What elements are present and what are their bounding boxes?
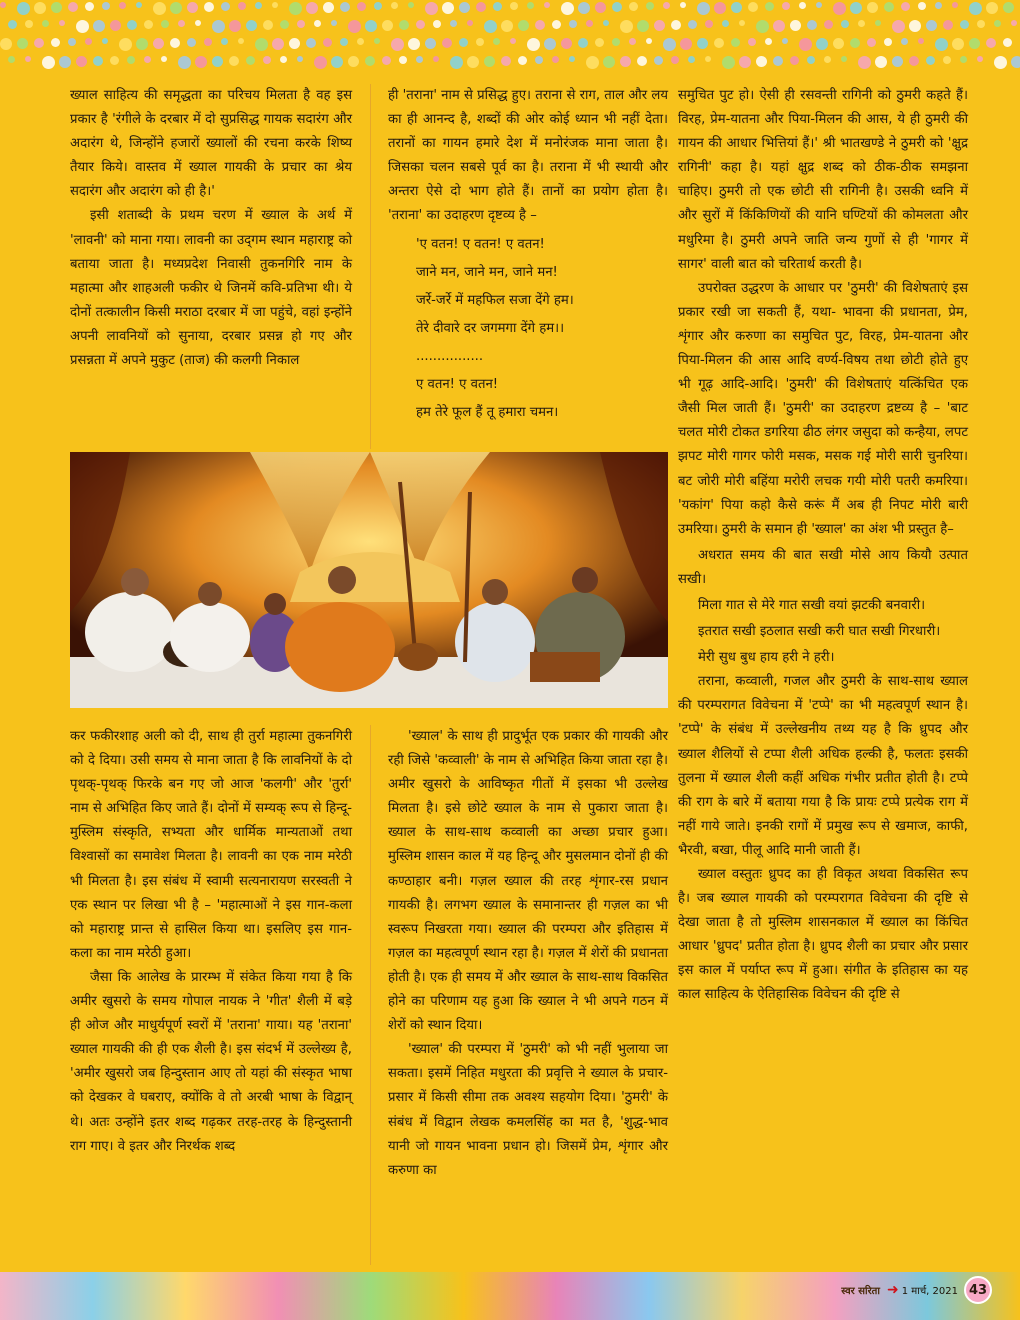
paragraph: जैसा कि आलेख के प्रारम्भ में संकेत किया गया है कि अमीर खुसरो के समय गोपाल नायक ने 'गीत' शैली में बड़े ही ओज और माधुर्यपूर्ण स्वरों में 'तराना' गाया। यह 'तराना' ख्याल गायकी की ही एक शैली है। इस संदर्भ में उल्लेख्य है, 'अमीर खुसरो जब हिन्दुस्तान आए तो यहां की संस्कृत भाषा को देखकर वे घबराए, क्योंकि वे तो अरबी भाषा के विद्वान् थे। अतः उन्होंने इतर शब्द गढ़कर तरह-तरह के हिन्दुस्तानी राग गाए। वे इतर और निरर्थक शब्द <box>70 969 352 1154</box>
decoration-dot <box>969 2 982 15</box>
decoration-dot <box>195 56 207 68</box>
decoration-dot <box>382 56 391 65</box>
decoration-dot <box>960 20 969 29</box>
decoration-dot <box>357 38 364 45</box>
column-1-bottom <box>70 725 352 1159</box>
decoration-dot <box>0 38 12 50</box>
decoration-dot <box>255 2 262 9</box>
decoration-dot <box>357 2 366 11</box>
decoration-dot <box>280 56 287 63</box>
decoration-dot <box>1011 56 1020 68</box>
decoration-dot <box>68 38 76 46</box>
decoration-dot <box>892 56 903 67</box>
column-3 <box>678 84 968 1008</box>
decoration-dot <box>552 20 561 29</box>
decoration-dot <box>450 56 463 69</box>
decoration-dot <box>986 38 996 48</box>
verse-line: इतरात सखी इठलात सखी करी घात सखी गिरधारी। <box>698 624 941 640</box>
decoration-dot <box>612 38 620 46</box>
decoration-dot <box>246 20 257 31</box>
decoration-dot <box>272 38 284 50</box>
page-footer <box>841 1276 992 1304</box>
decoration-dot <box>518 20 529 31</box>
decoration-dot <box>824 56 831 63</box>
decoration-dot <box>986 2 998 14</box>
decoration-dot <box>374 2 382 10</box>
decoration-dot <box>765 2 774 11</box>
decoration-dot <box>399 56 407 64</box>
decoration-dot <box>790 20 801 31</box>
decoration-dot <box>510 38 516 44</box>
decoration-dot <box>306 38 316 48</box>
verse-line: जर्रे-जर्रे में महफिल सजा देंगे हम। <box>416 292 574 308</box>
decoration-dot <box>314 20 321 27</box>
decoration-dot <box>705 56 711 62</box>
decoration-dot <box>170 2 182 14</box>
decoration-dot <box>858 20 865 27</box>
decoration-dot <box>688 20 697 29</box>
paragraph: तराना, कव्वाली, गजल और ठुमरी के साथ-साथ ख्याल की परम्परागत विवेचना में 'टप्पे' का भी महत्वपूर्ण स्थान है। 'टप्पे' के संबंध में उल्लेखनीय तथ्य यह है कि ध्रुपद और ख्याल शैलियों से टप्पा शैली अधिक हल्की है, फलतः इसकी तुलना में ख्याल शैली कहीं अधिक गंभीर प्रतीत होती है। टप्पे की राग के बारे में बताया गया है कि प्रायः टप्पे प्रत्येक राग में नहीं गाये जाते। इनकी रागों में प्रमुख रूप से खमाज, काफी, भैरवी, बखा, पीलू आदि मानी जाती हैं। <box>678 674 968 858</box>
decoration-dot <box>773 56 783 66</box>
decoration-dot <box>314 56 327 69</box>
verse-line: हम तेरे फूल हैं तू हमारा चमन। <box>416 405 559 421</box>
decoration-dot <box>637 20 649 32</box>
decoration-dot <box>229 20 241 32</box>
decoration-dot <box>331 56 343 68</box>
decoration-dot <box>476 38 484 46</box>
decoration-dot <box>187 2 198 13</box>
decoration-dot <box>875 20 881 26</box>
decoration-dot <box>603 56 615 68</box>
decoration-dot <box>263 56 271 64</box>
decoration-dot <box>544 38 556 50</box>
decoration-dot <box>340 2 350 12</box>
decoration-dot <box>153 2 166 15</box>
decoration-dot <box>816 2 822 8</box>
verse-line: मेरी सुध बुध हाय हरी ने हरी। <box>698 650 835 666</box>
decoration-dot <box>680 38 692 50</box>
decoration-dot <box>161 56 167 62</box>
decoration-dot <box>612 2 622 12</box>
decoration-dot <box>1003 38 1012 47</box>
decoration-dot <box>374 38 380 44</box>
decoration-dot <box>943 20 953 30</box>
decoration-dot <box>289 2 302 15</box>
decoration-dot <box>280 20 289 29</box>
decoration-dot <box>756 56 767 67</box>
paragraph: ख्याल वस्तुतः ध्रुपद का ही विकृत अथवा विकसित रूप है। जब ख्याल गायकी को परम्परागत विवेचना की दृष्टि से देखा जाता है तो मुस्लिम शासनकाल में ख्याल का किंचित आधार 'ध्रुपद' प्रतीत होता है। ध्रुपद शैली का प्रचार और प्रसार इस काल में पर्याप्त रूप में हुआ। संगीत के इतिहास का यह काल साहित्य के ऐतिहासिक विवेचन की दृष्टि से <box>678 867 968 1003</box>
decoration-dot <box>629 38 636 45</box>
decoration-dot <box>170 38 180 48</box>
decoration-dot <box>833 38 844 49</box>
decoration-dot <box>892 20 905 33</box>
decoration-dot <box>42 20 49 27</box>
decoration-dot <box>561 2 574 15</box>
column-divider <box>370 725 371 1265</box>
decoration-dot <box>875 56 887 68</box>
decoration-dot <box>994 56 1007 69</box>
verse-line: ए वतन! ए वतन! <box>416 377 499 393</box>
decoration-dot <box>425 2 438 15</box>
decoration-dot <box>467 56 479 68</box>
decoration-dot <box>102 38 108 44</box>
decoration-dot <box>731 38 740 47</box>
decoration-dot <box>229 56 239 66</box>
decoration-dot <box>238 2 246 10</box>
paragraph: उपरोक्त उद्धरण के आधार पर 'ठुमरी' की विशेषताएं इस प्रकार रखी जा सकती हैं, यथा- भावना की प्रधानता, प्रेम, शृंगार और करुणा का समुचित पुट, विरह, प्रेम-यातना और पिया-मिलन की आस आदि वर्ण्य-विषय तथा छोटी होते हुए भी गूढ़ आदि-आदि। 'ठुमरी' की विशेषताएं यत्किंचित एक जैसी मिल जाती हैं। 'ठुमरी' का उदाहरण द्रष्टव्य है – 'बाट चलत मोरी टोकत डगरिया ढीठ लंगर जसुदा को कन्हैया, लपट झपट मोरी गागर फोरी मसक, मसक गई मोरी सारी चुनरिया। बट जोरी मोरी बहिंया मरोरी लचक गयी मोरी पतरी कमरिया। 'यकांग' पिया कहो कैसे करूं मैं अब ही निपट मोरी बारी उमरिया। ठुमरी के समान ही 'ख्याल' का अंश भी प्रस्तुत है– <box>678 280 968 537</box>
decoration-dot <box>697 38 708 49</box>
decoration-dot <box>255 38 268 51</box>
decoration-dot <box>569 20 577 28</box>
decoration-dot <box>0 2 6 8</box>
decoration-dot <box>994 20 1001 27</box>
decoration-dot <box>578 38 588 48</box>
decoration-dot <box>459 2 470 13</box>
decoration-dot <box>501 56 511 66</box>
decoration-dot <box>484 20 497 33</box>
decoration-dot <box>178 56 191 69</box>
decoration-dot <box>748 2 758 12</box>
decoration-dot <box>884 38 892 46</box>
decoration-dot <box>739 20 745 26</box>
decoration-dot <box>144 56 151 63</box>
decoration-dot <box>688 56 695 63</box>
decoration-dot <box>969 38 980 49</box>
decoration-dot <box>578 2 590 14</box>
decoration-dot <box>918 38 924 44</box>
decoration-dot <box>442 2 454 14</box>
decoration-dot <box>646 38 652 44</box>
decoration-dot <box>289 38 300 49</box>
decoration-dot <box>977 20 985 28</box>
decoration-dot <box>926 56 935 65</box>
decoration-dot <box>297 20 305 28</box>
decoration-dot <box>365 20 377 32</box>
decoration-dot <box>918 2 926 10</box>
decoration-dot <box>595 2 606 13</box>
decoration-dot <box>119 38 132 51</box>
decoration-dot <box>552 56 559 63</box>
verse-line: जाने मन, जाने मन, जाने मन! <box>416 264 558 280</box>
decoration-dot <box>178 20 185 27</box>
issue-date: 1 मार्च, 2021 <box>901 1286 958 1297</box>
decoration-dot <box>221 38 228 45</box>
decoration-dot <box>433 20 441 28</box>
decoration-dot <box>620 20 633 33</box>
decoration-dot <box>76 56 87 67</box>
decoration-dot <box>382 20 393 31</box>
decoration-dot <box>807 56 815 64</box>
decoration-dot <box>782 2 790 10</box>
decoration-dot <box>408 2 414 8</box>
decoration-dot <box>25 20 33 28</box>
decoration-dot <box>867 38 876 47</box>
decoration-dot <box>221 2 230 11</box>
decoration-dot <box>306 2 318 14</box>
decoration-dot <box>926 20 937 31</box>
decoration-dot <box>93 56 103 66</box>
decoration-dot <box>901 2 910 11</box>
decoration-dot <box>977 56 983 62</box>
decoration-dot <box>34 2 46 14</box>
decoration-dot <box>297 56 303 62</box>
decoration-dot <box>127 20 137 30</box>
decoration-dot <box>433 56 439 62</box>
decoration-dot <box>144 20 153 29</box>
decoration-dot <box>204 2 214 12</box>
paragraph: 'ख्याल' के साथ ही प्रादुर्भूत एक प्रकार की गायकी और रही जिसे 'कव्वाली' के नाम से अभिहित किया जाता रहा है। अमीर खुसरो के आविष्कृत गीतों में इसका भी उल्लेख मिलता है। इसे छोटे ख्याल के नाम से पुकारा जाता है। ख्याल के साथ-साथ कव्वाली का अच्छा प्रचार हुआ। मुस्लिम शासन काल में यह हिन्दू और मुसलमान दोनों ही की कण्ठाहार बनी। गज़ल ख्याल की तरह शृंगार-रस प्रधान गायकी है। लगभग ख्याल के समानान्तर ही गज़ल का भी स्वरूप निखरता गया। ख्याल की परम्परा और इतिहास में गज़ल का महत्वपूर्ण स्थान रहा है। गज़ल में शेरों की प्रधानता होती है। एक ही समय में और ख्याल के साथ-साथ विकसित होने का परिणाम यह हुआ कि ख्याल ने भी अपने गठन में शेरों को स्थान दिया। <box>388 729 668 1034</box>
column-2-top <box>388 84 668 425</box>
paragraph: इसी शताब्दी के प्रथम चरण में ख्याल के अर्थ में 'लावनी' को माना गया। लावनी का उद्‌गम स्थान महाराष्ट्र को बताया जाता है। मध्यप्रदेश निवासी तुकनगिरि नाम के महात्मा और शाहअली फकीर थे जिनमें कवि-प्रतिभा थी। ये दोनों तत्कालीन किसी मराठा दरबार में जा पहुंचे, वहां इन्होंने अपनी लावनियों को सुनाया, दरबार प्रसन्न हो गए और प्रसन्नता में अपने मुकुट (ताज) की कलगी निकाल <box>70 208 352 369</box>
decoration-dot <box>952 38 964 50</box>
decoration-dot <box>850 38 860 48</box>
decoration-dot <box>705 20 713 28</box>
column-divider <box>370 84 371 449</box>
decoration-dot <box>663 38 676 51</box>
decoration-dot <box>807 20 817 30</box>
verse-line: मिला गात से मेरे गात सखी वयां झटकी बनवारी। <box>698 597 926 613</box>
decoration-dot <box>416 20 425 29</box>
decoration-dot <box>391 2 398 9</box>
decoration-dot <box>408 38 420 50</box>
decoration-dot <box>756 20 769 33</box>
decoration-dot <box>85 38 92 45</box>
decoration-dot <box>535 56 543 64</box>
decoration-dot <box>450 20 457 27</box>
decoration-dot <box>51 38 60 47</box>
top-decoration <box>0 0 1020 82</box>
decoration-dot <box>773 20 785 32</box>
decoration-dot <box>799 38 812 51</box>
decoration-dot <box>603 20 609 26</box>
decoration-dot <box>348 56 359 67</box>
decoration-dot <box>68 2 78 12</box>
decoration-dot <box>476 2 486 12</box>
decoration-dot <box>110 56 119 65</box>
decoration-dot <box>153 38 164 49</box>
decoration-dot <box>212 56 223 67</box>
decoration-dot <box>595 38 604 47</box>
decoration-dot <box>722 56 735 69</box>
decoration-dot <box>187 38 196 47</box>
decoration-dot <box>493 38 500 45</box>
decoration-dot <box>646 2 654 10</box>
decoration-dot <box>161 20 169 28</box>
decoration-dot <box>272 2 278 8</box>
decoration-dot <box>119 2 126 9</box>
decoration-dot <box>246 56 255 65</box>
decoration-dot <box>127 56 135 64</box>
decoration-dot <box>136 38 148 50</box>
decoration-dot <box>527 2 534 9</box>
decoration-dot <box>195 20 201 26</box>
paragraph: 'ख्याल' की परम्परा में 'ठुमरी' को भी नहीं भुलाया जा सकता। इसमें निहित मधुरता की प्रवृत्ति ने ख्याल के प्रचार-प्रसार में किसी सीमा तक अवश्य सहयोग दिया। 'ठुमरी' के संबंध में विद्वान लेखक कमलसिंह का मत है, 'शुद्ध-भाव यानी जो गायन भावना प्रधान हो। जिसमें प्रेम, शृंगार और करुणा का <box>388 1042 668 1178</box>
decoration-dot <box>416 56 423 63</box>
decoration-dot <box>110 20 121 31</box>
decoration-dot <box>731 2 742 13</box>
decoration-dot <box>17 38 28 49</box>
decoration-dot <box>637 56 647 66</box>
verse-line: तेरे दीवारे दर जगमगा देंगे हम।। <box>416 320 565 336</box>
decoration-dot <box>8 56 15 63</box>
decoration-dot <box>331 20 337 26</box>
paragraph: समुचित पुट हो। ऐसी ही रसवन्ती रागिनी को ठुमरी कहते हैं। विरह, प्रेम-यातना और पिया-मिलन की आस, ये ही ठुमरी की गायन की आधार भित्तियां हैं।' श्री भातखण्डे ने ठुमरी को 'क्षुद्र रागिनी' कहा है। यहां क्षुद्र शब्द को ठीक-ठीक समझना चाहिए। ठुमरी तो एक छोटी सी रागिनी है। उसकी ध्वनि में और सुरों में किंकिणियों की यानि घण्टियों की कोमलता और मधुरिमा है। ठुमरी अपने जाति जन्य गुणों से ही 'गागर में सागर' वाली बात को चरितार्थ करती है। <box>678 88 968 272</box>
decoration-dot <box>824 20 833 29</box>
decoration-dot <box>1011 20 1017 26</box>
paragraph: ख्याल साहित्य की समृद्धता का परिचय मिलता है वह इस प्रकार है 'रंगीले के दरबार में दो सुप्रसिद्ध गायक सदारंग और अदारंग थे, जिन्होंने हजारों ख्यालों की रचना करके शिष्य तैयार किये। वास्तव में ख्याल गायकी के प्रचार का श्रेय सदारंग और अदारंग को ही है।' <box>70 88 352 200</box>
decoration-dot <box>833 2 846 15</box>
verse-line: ................ <box>416 348 484 364</box>
decoration-dot <box>85 2 94 11</box>
decoration-dot <box>850 2 862 14</box>
decoration-dot <box>782 38 788 44</box>
decoration-dot <box>935 38 948 51</box>
decoration-dot <box>527 38 540 51</box>
decoration-dot <box>493 2 502 11</box>
decoration-dot <box>238 38 244 44</box>
decoration-dot <box>739 56 751 68</box>
decoration-dot <box>841 56 847 62</box>
column-1-top <box>70 84 352 373</box>
decoration-dot <box>901 38 908 45</box>
decoration-dot <box>459 38 468 47</box>
decoration-dot <box>671 20 681 30</box>
decoration-dot <box>960 56 967 63</box>
decoration-dot <box>867 2 878 13</box>
decoration-dot <box>391 38 404 51</box>
decoration-dot <box>535 20 545 30</box>
decoration-dot <box>561 38 572 49</box>
decoration-dot <box>586 56 599 69</box>
decoration-dot <box>212 20 225 33</box>
verse-line: अधरात समय की बात सखी मोसे आय कियौ उत्पात सखी। <box>678 547 968 587</box>
decoration-dot <box>399 20 409 30</box>
decoration-dot <box>204 38 212 46</box>
verse-line: 'ए वतन! ए वतन! ए वतन! <box>416 236 545 252</box>
decoration-dot <box>510 2 518 10</box>
paragraph: ही 'तराना' नाम से प्रसिद्ध हुए। तराना से राग, ताल और लय का ही आनन्द है, शब्दों की ओर कोई ध्यान भी नहीं देता। तरानों का गायन हमारे देश में मनोरंजक माना जाता है। जिसका चलन सबसे पूर्व का है। तराना में भी स्थायी और अन्तरा ऐसे दो भाग होते हैं। तानों का प्रयोग होता है। 'तराना' का उदाहरण दृष्टव्य है – <box>388 88 668 224</box>
decoration-dot <box>748 38 756 46</box>
page-number: 43 <box>964 1276 992 1304</box>
decoration-dot <box>501 20 513 32</box>
decoration-dot <box>136 2 142 8</box>
decoration-dot <box>680 2 686 8</box>
paragraph: कर फकीरशाह अली को दी, साथ ही तुर्रा महात्मा तुकनगिरी को दे दिया। उसी समय से माना जाता है कि लावनियों के दो पृथक्-पृथक् फिरके बन गए जो आज 'कलगी' और 'तुर्रा' नाम से अभिहित किए जाते हैं। दोनों में सम्यक् रूप से हिन्दू-मुस्लिम संस्कृति, सभ्यता और धार्मिक मान्यताओं तथा विश्वासों का समावेश मिलता है। लावनी का एक नाम मरेठी भी मिलता है। इस संबंध में स्वामी सत्यनारायण सरस्वती ने एक स्थान पर लिखा भी है – 'महात्माओं ने इस गान-कला को महाराष्ट्र प्रान्त से हासिल किया था। इसलिए इस गान-कला का नाम मरेठी हुआ। <box>70 729 352 961</box>
decoration-dot <box>442 38 452 48</box>
arrow-icon: ➜ <box>886 1282 899 1298</box>
decoration-dot <box>858 56 871 69</box>
decoration-dot <box>484 56 495 67</box>
decoration-dot <box>348 20 361 33</box>
decoration-dot <box>841 20 849 28</box>
decoration-dot <box>952 2 958 8</box>
decoration-dot <box>544 2 550 8</box>
decoration-dot <box>722 20 729 27</box>
decoration-dot <box>654 20 665 31</box>
concert-photo <box>70 452 668 708</box>
decoration-dot <box>654 56 663 65</box>
decoration-dot <box>629 2 638 11</box>
decoration-dot <box>42 56 55 69</box>
decoration-dot <box>76 20 89 33</box>
magazine-name: स्वर सरिता <box>841 1286 880 1297</box>
decoration-dot <box>93 20 105 32</box>
decoration-dot <box>671 56 679 64</box>
decoration-dot <box>25 56 31 62</box>
decoration-dot <box>620 56 631 67</box>
decoration-dot <box>714 2 726 14</box>
decoration-dot <box>34 38 44 48</box>
decoration-dot <box>714 38 724 48</box>
decoration-dot <box>59 20 65 26</box>
decoration-dot <box>909 56 919 66</box>
decoration-dot <box>340 38 348 46</box>
decoration-dot <box>425 38 436 49</box>
decoration-dot <box>935 2 942 9</box>
decoration-dot <box>365 56 375 66</box>
decoration-dot <box>663 2 670 9</box>
decoration-dot <box>8 20 17 29</box>
decoration-dot <box>323 2 334 13</box>
column-2-bottom <box>388 725 668 1183</box>
decoration-dot <box>102 2 110 10</box>
decoration-dot <box>569 56 575 62</box>
decoration-dot <box>467 20 473 26</box>
decoration-dot <box>1003 2 1014 13</box>
decoration-dot <box>51 2 62 13</box>
decoration-dot <box>518 56 527 65</box>
decoration-dot <box>943 56 951 64</box>
decoration-dot <box>59 56 71 68</box>
decoration-dot <box>765 38 772 45</box>
decoration-dot <box>884 2 894 12</box>
decoration-dot <box>263 20 273 30</box>
decoration-dot <box>909 20 921 32</box>
decoration-dot <box>799 2 806 9</box>
decoration-dot <box>816 38 828 50</box>
decoration-dot <box>697 2 710 15</box>
decoration-dot <box>17 2 30 15</box>
decoration-dot <box>586 20 593 27</box>
decoration-dot <box>790 56 799 65</box>
decoration-dot <box>323 38 332 47</box>
